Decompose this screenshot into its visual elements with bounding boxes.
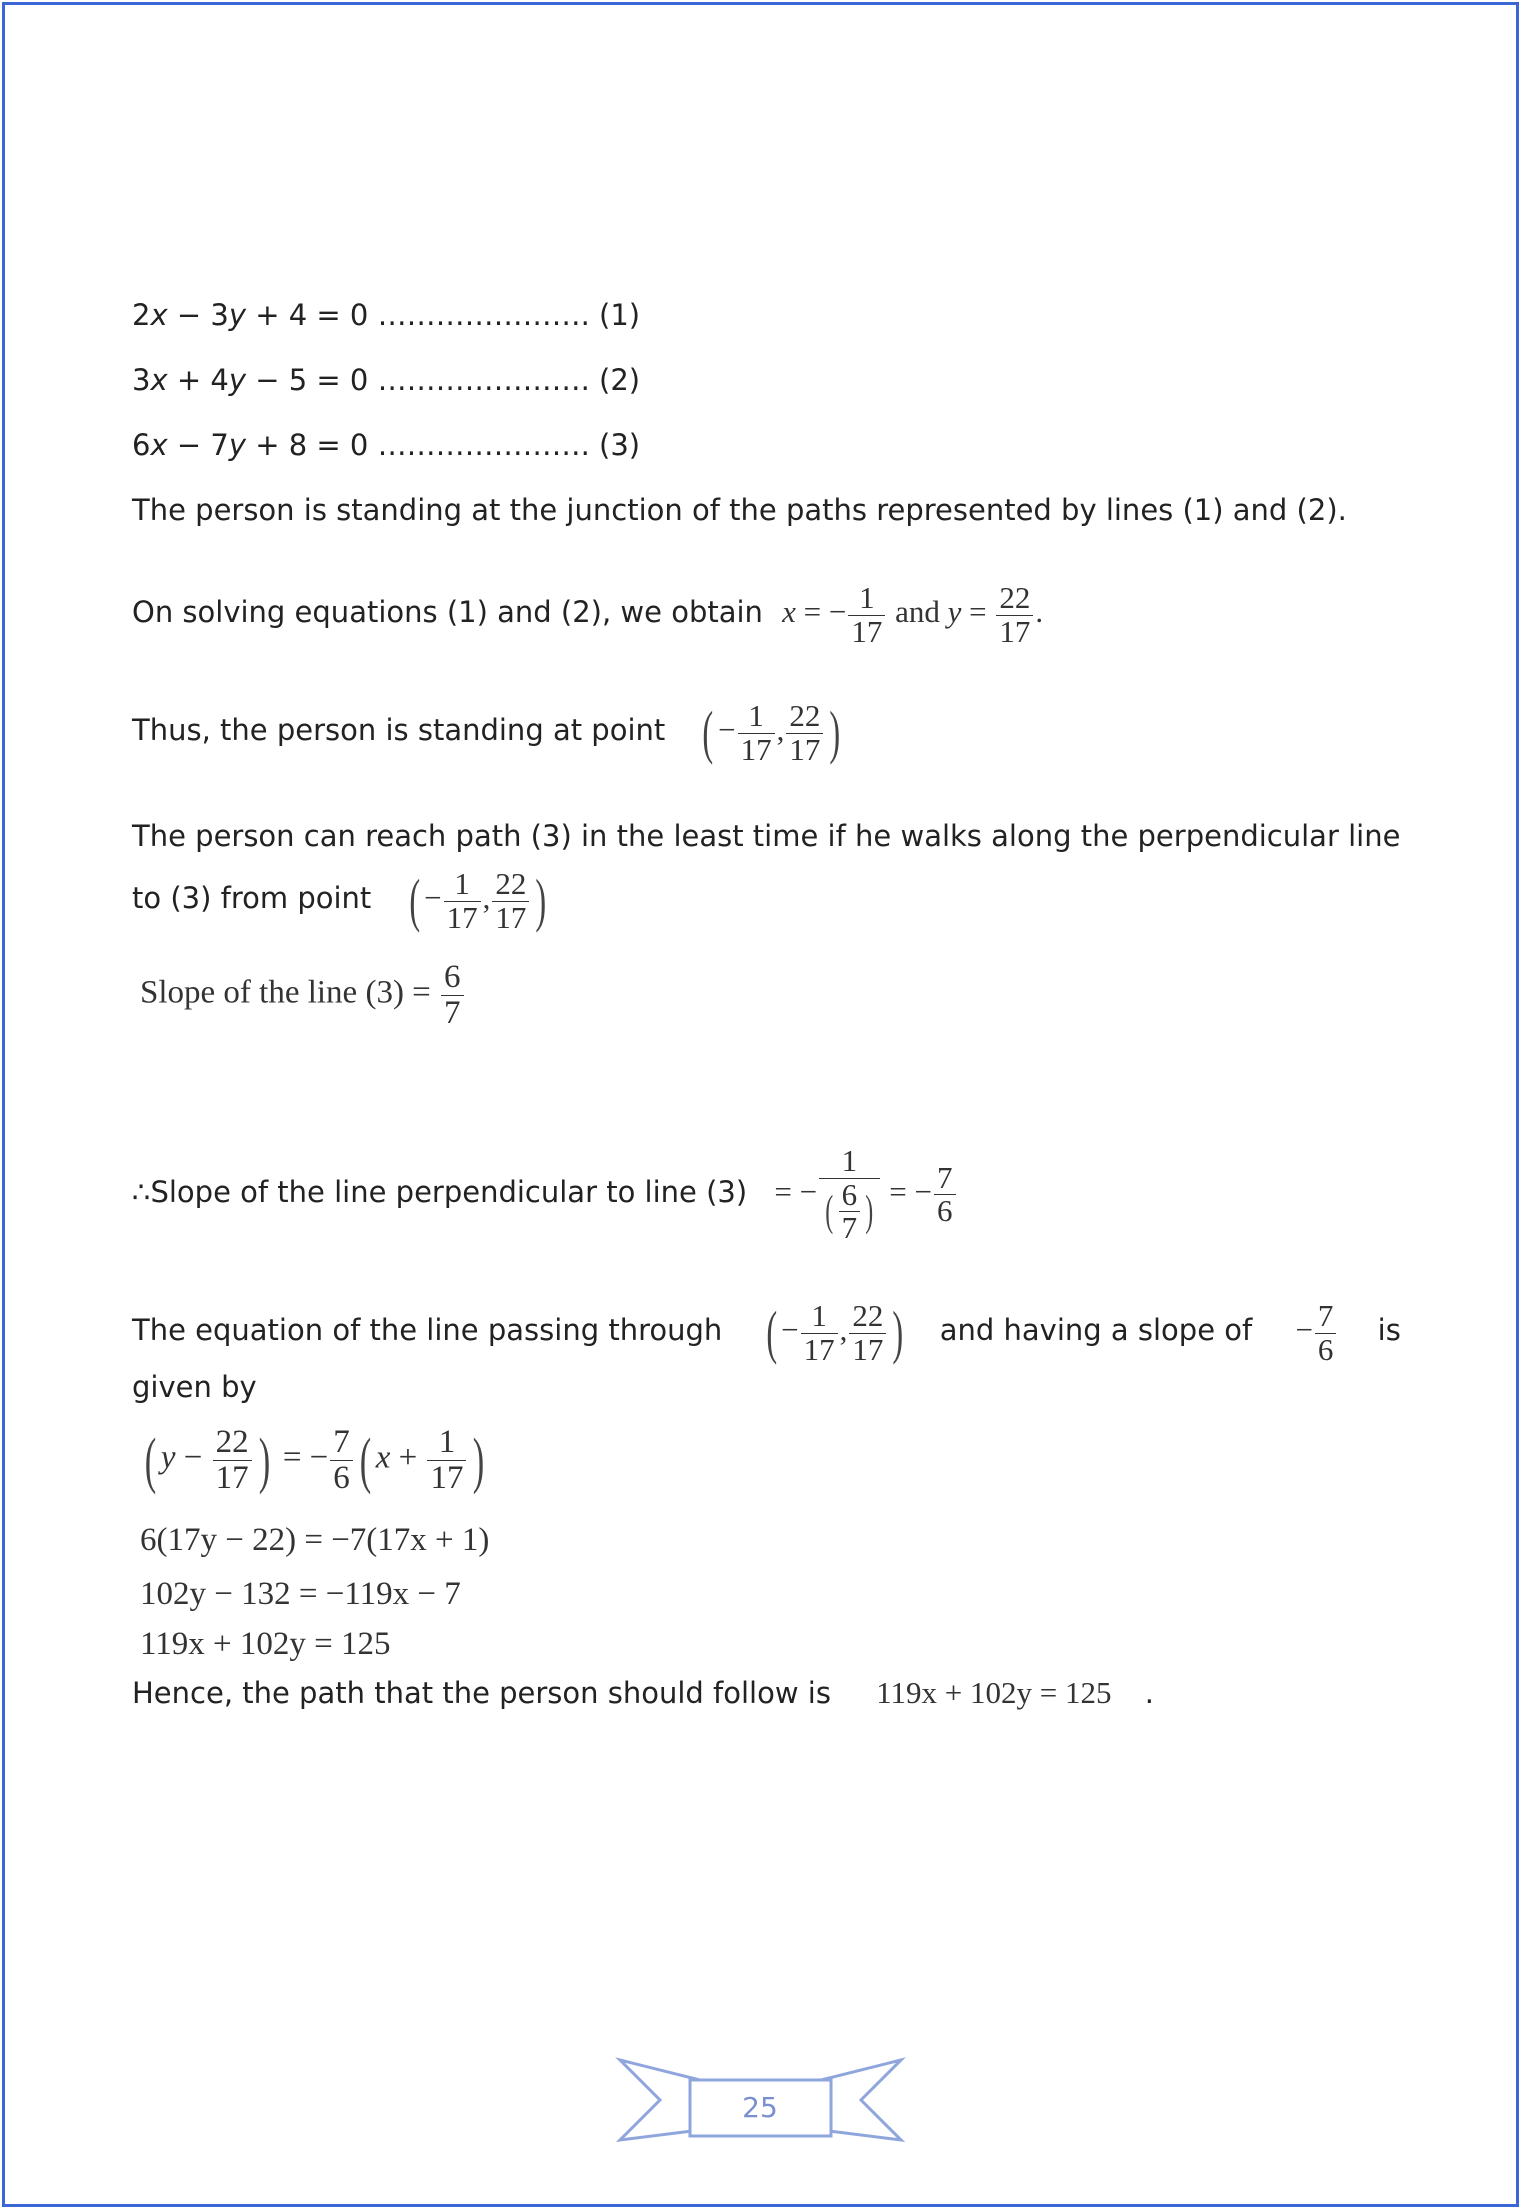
equation-1: 2x − 3y + 4 = 0 …………………. (1): [132, 298, 641, 332]
page-number: 25: [742, 2090, 778, 2124]
equation-step-1: ( y − $\frac{22}{17}$ ) = − $\frac{7}{6}$ ( x + $\frac{1}{17}$ ): [144, 1424, 485, 1496]
paragraph-given-by: given by: [132, 1370, 257, 1404]
perpendicular-slope: ∴Slope of the line perpendicular to line (3) = − 1 ( $\frac{6}{7}$ ) = − $\frac{7}{6}$: [132, 1145, 958, 1245]
paragraph-least-time: The person can reach path (3) in the least time if he walks along the perpendicular line: [132, 819, 1401, 853]
paragraph-solution: On solving equations (1) and (2), we obtain x = − $\frac{1}{17}$ and y = $\frac{22}{17}$ .: [132, 580, 1044, 649]
paragraph-junction: The person is standing at the junction of the paths represented by lines (1) and (2).: [132, 493, 1347, 527]
equation-3: 6x − 7y + 8 = 0 …………………. (3): [132, 428, 641, 462]
final-equation: 119x + 102y = 125: [876, 1675, 1112, 1710]
equation-step-4: 119x + 102y = 125: [140, 1626, 391, 1662]
equation-2: 3x + 4y − 5 = 0 …………………. (2): [132, 363, 641, 397]
slope-line-3: Slope of the line (3) = $\frac{6}{7}$: [140, 960, 466, 1030]
paragraph-equation-intro: The equation of the line passing through ( − $\frac{1}{17}$ , $\frac{22}{17}$ ) and having a slope of − $\frac{7}{6}$ is: [132, 1298, 1401, 1367]
paragraph-conclusion: Hence, the path that the person should follow is 119x + 102y = 125 .: [132, 1675, 1154, 1710]
paragraph-from-point: to (3) from point ( − $\frac{1}{17}$ , $\frac{22}{17}$ ): [132, 866, 547, 935]
equation-step-3: 102y − 132 = −119x − 7: [140, 1576, 461, 1612]
equation-step-2: 6(17y − 22) = −7(17x + 1): [140, 1522, 490, 1558]
paragraph-point: Thus, the person is standing at point ( − $\frac{1}{17}$ , $\frac{22}{17}$ ): [132, 698, 841, 767]
